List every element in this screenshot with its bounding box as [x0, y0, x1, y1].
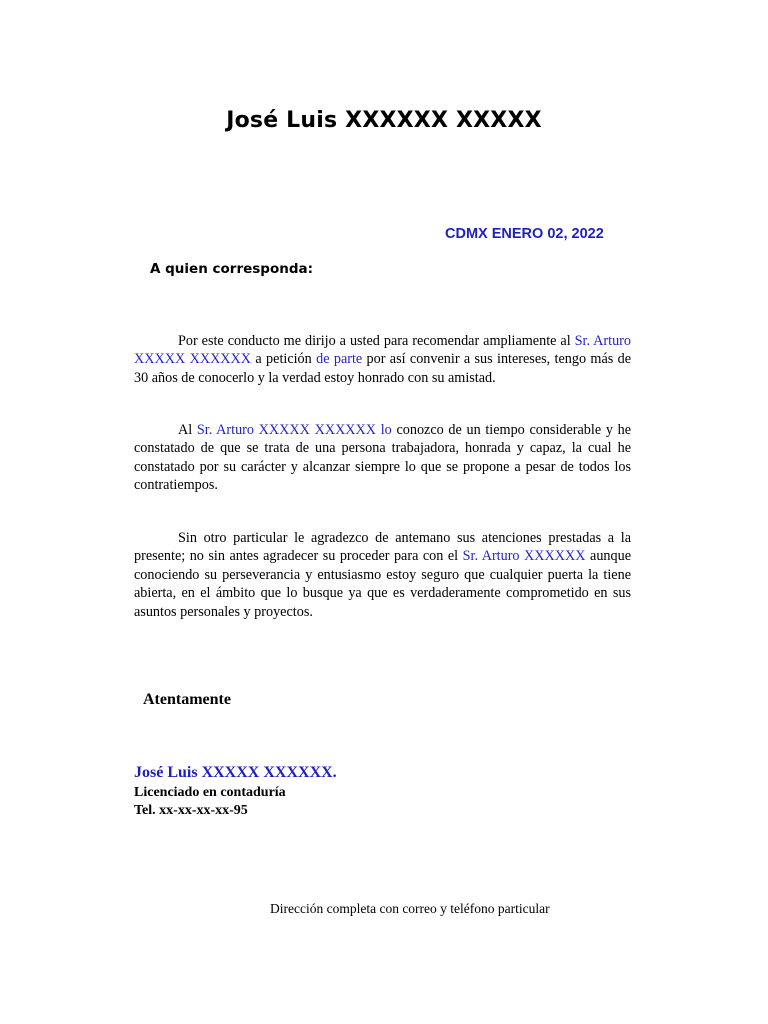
paragraph-3-text-a: Sin otro particular le agradezco de antemano sus atenciones prestadas a la presente; no sin antes agradecer su proceder para con el	[134, 530, 631, 565]
paragraph-2	[134, 421, 631, 495]
signature-name: José Luis XXXXX XXXXXX.	[134, 764, 337, 781]
closing: Atentamente	[143, 691, 231, 708]
paragraph-1-text-b: a petición	[251, 351, 317, 368]
paragraph-1	[134, 332, 631, 387]
recommended-person-name: Sr. Arturo XXXXXX	[462, 548, 586, 565]
header-name: José Luis XXXXXX XXXXX	[226, 108, 542, 133]
paragraph-2-text-a: Al	[178, 422, 197, 438]
recommended-person-name: Sr. Arturo XXXXX XXXXXX lo	[196, 422, 392, 438]
paragraph-2-text-b: conozco de un tiempo considerable y he constatado de que se trata de una persona trabajadora, honrada y capaz, la cual he constatado por su carácter y alcanzar siempre lo que se propone a pesar de todos los contratiempos.	[134, 422, 631, 494]
letter-date: CDMX ENERO 02, 2022	[445, 226, 604, 242]
footer-address-note: Dirección completa con correo y teléfono particular	[270, 901, 550, 916]
paragraph-3	[134, 529, 631, 621]
signature-phone: Tel. xx-xx-xx-xx-95	[134, 803, 248, 818]
paragraph-1-text-a: Por este conducto me dirijo a usted para recomendar ampliamente al	[178, 333, 575, 349]
paragraph-1-text-c: por así convenir a sus intereses, tengo más de 30 años de conocerlo y la verdad estoy honrado con su amistad.	[134, 351, 631, 386]
signature-title: Licenciado en contaduría	[134, 785, 286, 800]
paragraph-3-text-b: aunque conociendo su perseverancia y entusiasmo estoy seguro que cualquier puerta la tiene abierta, en el ámbito que lo busque ya que es verdaderamente comprometido en sus asuntos personales y proyectos.	[134, 548, 631, 620]
recommended-person-name: Sr. Arturo XXXXX XXXXXX	[134, 333, 631, 368]
salutation: A quien corresponda:	[150, 261, 314, 277]
de-parte-text: de parte	[316, 351, 363, 368]
